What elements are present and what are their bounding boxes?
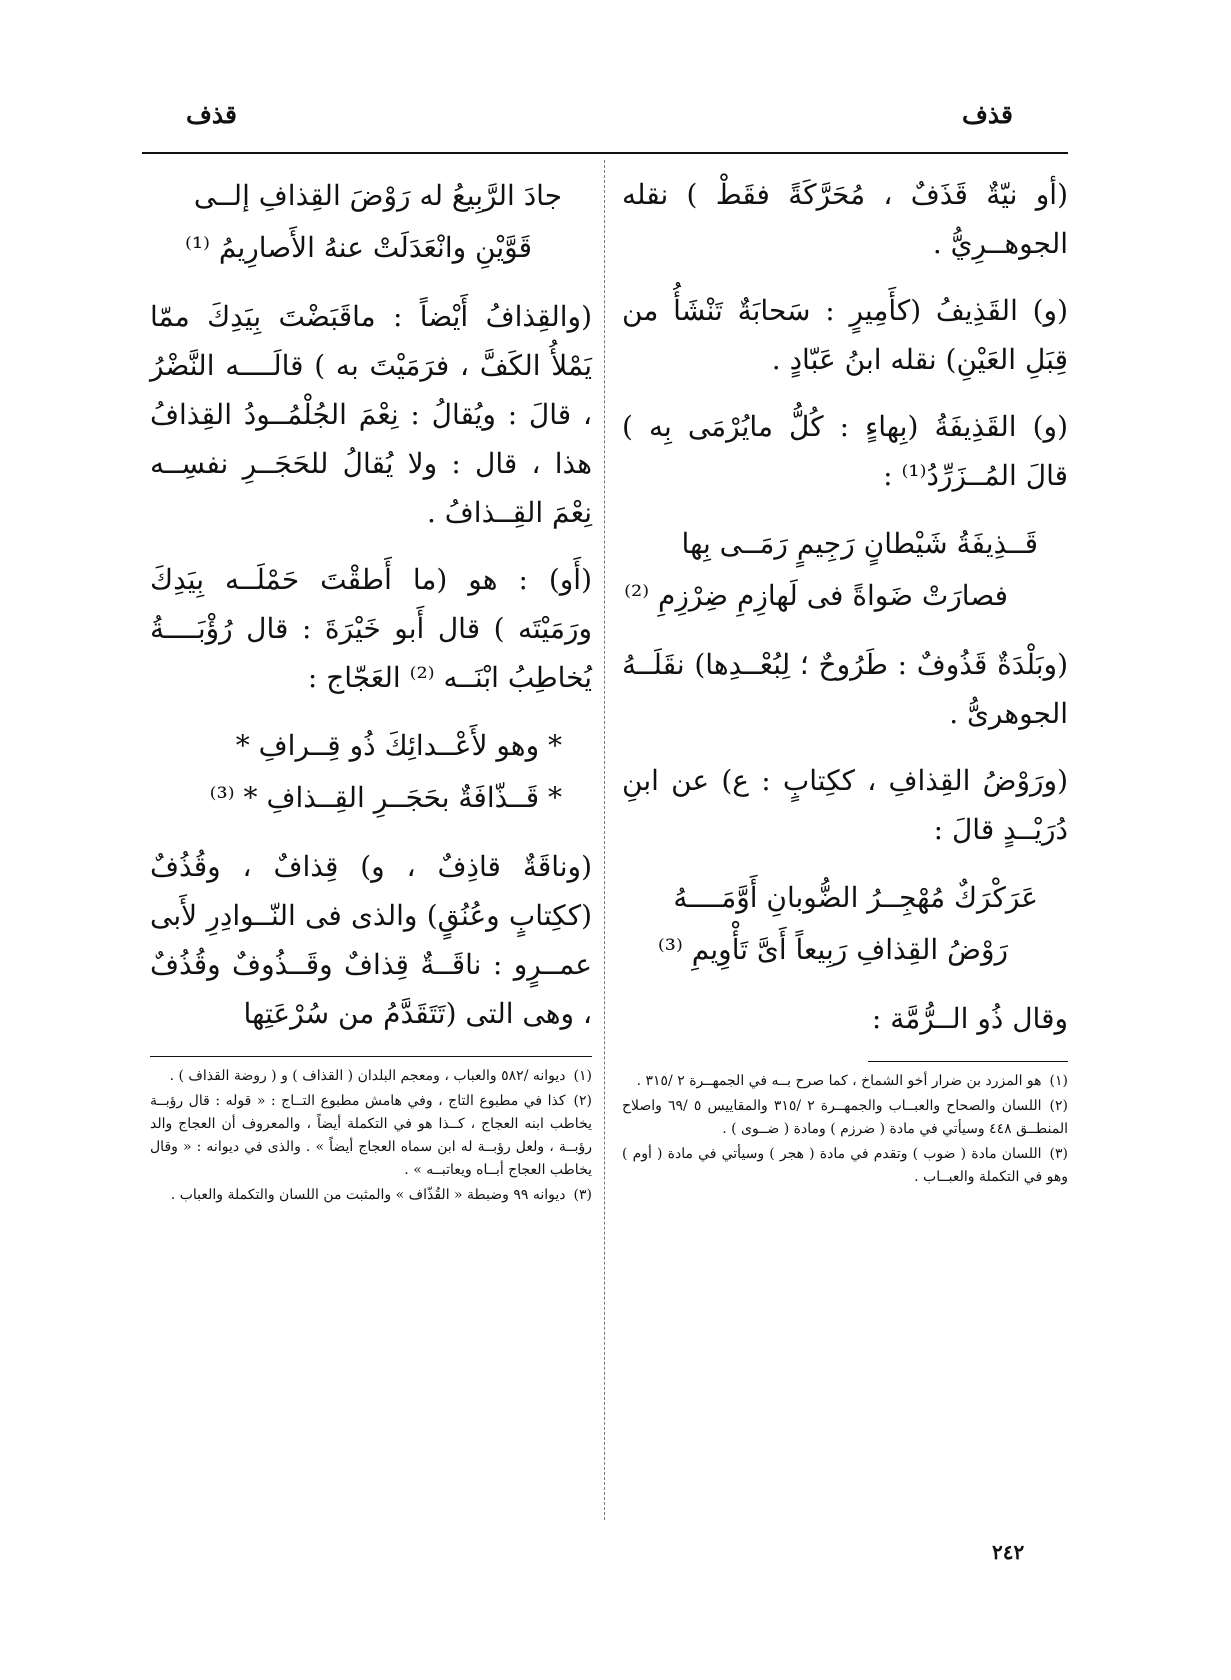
footnote-rule [150,1056,592,1057]
paragraph: (وبَلْدَةٌ قَذُوفٌ : طَرُوحٌ ؛ لِبُعْــدِها) نقَلَــهُ الجوهرىُّ . [622,648,1068,730]
verse-line: قَــذِيفَةُ شَيْطانٍ رَجِيمٍ رَمَــى بِها [681,527,1038,560]
poem-verse [150,170,592,274]
footnote [622,1070,1068,1093]
paragraph: (ورَوْضُ القِذافِ ، ككِتابٍ : ع) عن ابنِ دُرَيْــدٍ قالَ : [622,764,1068,846]
footnote-text: ديوانه /٥٨٢ والعباب ، ومعجم البلدان ( القذاف ) و ( روضة القذاف ) . [169,1068,566,1084]
poem-verse [150,720,592,824]
paragraph: (أَو) : هو (ما أَطقْتَ حَمْلَــه بِيَدِكَ ورَمَيْتَه ) قال أَبو خَيْرَةَ : قال رُؤْبَــــةُ يُخاطِبُ ابْنَــه ⁽²⁾ العَجّاج : [150,563,592,694]
footnote [150,1184,592,1207]
footnote-text: هو المزرد بن ضرار أخو الشماخ ، كما صرح بــه في الجمهــرة ٢ /٣١٥ . [636,1073,1042,1089]
verse-line: رَوْضُ القِذافِ رَبِيعاً أَىَّ تَأْوِيمِ ⁽³⁾ [657,933,1008,966]
footnote-number: (٣) [573,1187,592,1203]
poem-verse [622,872,1068,976]
verse-line: * قَــذّافَةٌ بحَجَــرِ القِــذافِ * ⁽³⁾ [209,781,562,814]
column-divider [604,160,606,1520]
paragraph: وقال ذُو الــرُّمَّة : [871,1002,1068,1035]
paragraph: (أو نيّةٌ قَذَفٌ ، مُحَرَّكَةً فقَطْ ) نقله الجوهــرِيُّ . [622,178,1069,260]
paragraph: (و) القَذِيفَةُ (بِهاءٍ : كُلُّ مايُرْمَى بِه ) قالَ المُــزَرِّدُ⁽¹⁾ : [622,410,1069,492]
right-column [622,170,1068,1191]
header-rule [142,152,1068,154]
verse-line: جادَ الرَّبِيعُ له رَوْضَ القِذافِ إلــى [193,179,562,212]
footnote-number: (٢) [1049,1098,1068,1114]
footnote-text: ديوانه ٩٩ وضبطة « القُذّاف » والمثبت من اللسان والتكملة والعباب . [170,1187,566,1203]
footnote-text: كذا في مطبوع التاج ، وفي هامش مطبوع التــاج : « قوله : قال رؤبــة يخاطب ابنه العجاج ، كــذا هو في التكملة أيضاً ، والمعروف أن العجاج والد رؤبــة ، ولعل رؤبــة له ابن سماه العجاج أيضاً » . والذى في ديوانه : « وقال يخاطب العجاج أبــاه ويعاتبــه » . [150,1093,592,1178]
footnote-number: (١) [1049,1073,1068,1089]
footnote-text: اللسان مادة ( ضوب ) وتقدم في مادة ( هجر ) وسيأتي في مادة ( أوم ) وهو في التكملة والعبــاب . [622,1146,1068,1185]
footnote-number: (٣) [1049,1146,1068,1162]
footnote [150,1065,592,1088]
footnote [622,1143,1068,1189]
paragraph: (وناقَةٌ قاذِفٌ ، و) قِذافٌ ، وقُذُفٌ (ككِتابٍ وعُنُقٍ) والذى فى النّــوادِرِ لأَبى عمــرٍو : ناقَــةٌ قِذافٌ وقَــذُوفٌ وقُذُفٌ ، وهى التى (تَتَقَدَّمُ من سُرْعَتِها [150,850,592,1030]
footnote [622,1095,1068,1141]
verse-line: فصارَتْ ضَواةً فى لَهازِمِ ضِرْزِمِ ⁽²⁾ [624,579,1008,612]
footnote-number: (٢) [573,1093,592,1109]
left-column [150,170,592,1209]
verse-line: * وهو لأَعْــدائِكَ ذُو قِــرافِ * [235,729,562,762]
paragraph: (و) القَذِيفُ (كأَمِيرٍ : سَحابَةٌ تَنْشَأُ من قِبَلِ العَيْنِ) نقله ابنُ عَبّادٍ . [622,294,1068,376]
footnote [150,1090,592,1182]
footnote-number: (١) [573,1068,592,1084]
page-number: ٢٤٢ [992,1540,1025,1564]
header-entry-word-right: قذف [962,100,1013,129]
paragraph: (والقِذافُ أَيْضاً : ماقَبَضْتَ بِيَدِكَ ممّا يَمْلأُ الكَفَّ ، فرَمَيْتَ به ) قالَــــه النَّضْرُ ، قالَ : ويُقالُ : نِعْمَ الجُلْمُــودُ القِذافُ هذا ، قال : ولا يُقالُ للحَجَــرِ نفسِــه نِعْمَ القِــذافُ . [150,300,592,529]
header-entry-word-left: قذف [186,100,237,129]
verse-line: عَرَكْرَكٌ مُهْجِــرُ الضُّوبانِ أَوَّمَــــهُ [673,881,1038,914]
footnote-rule [868,1061,1068,1062]
verse-line: قَوَّيْنِ وانْعَدَلَتْ عنهُ الأَصارِيمُ ⁽¹⁾ [184,231,532,264]
footnote-text: اللسان والصحاح والعبــاب والجمهــرة ٢ /٣١٥ والمقاييس ٥ /٦٩ واصلاح المنطــق ٤٤٨ وسيأتي في مادة ( ضرزم ) ومادة ( ضــوى ) . [622,1098,1068,1137]
poem-verse [622,518,1068,622]
